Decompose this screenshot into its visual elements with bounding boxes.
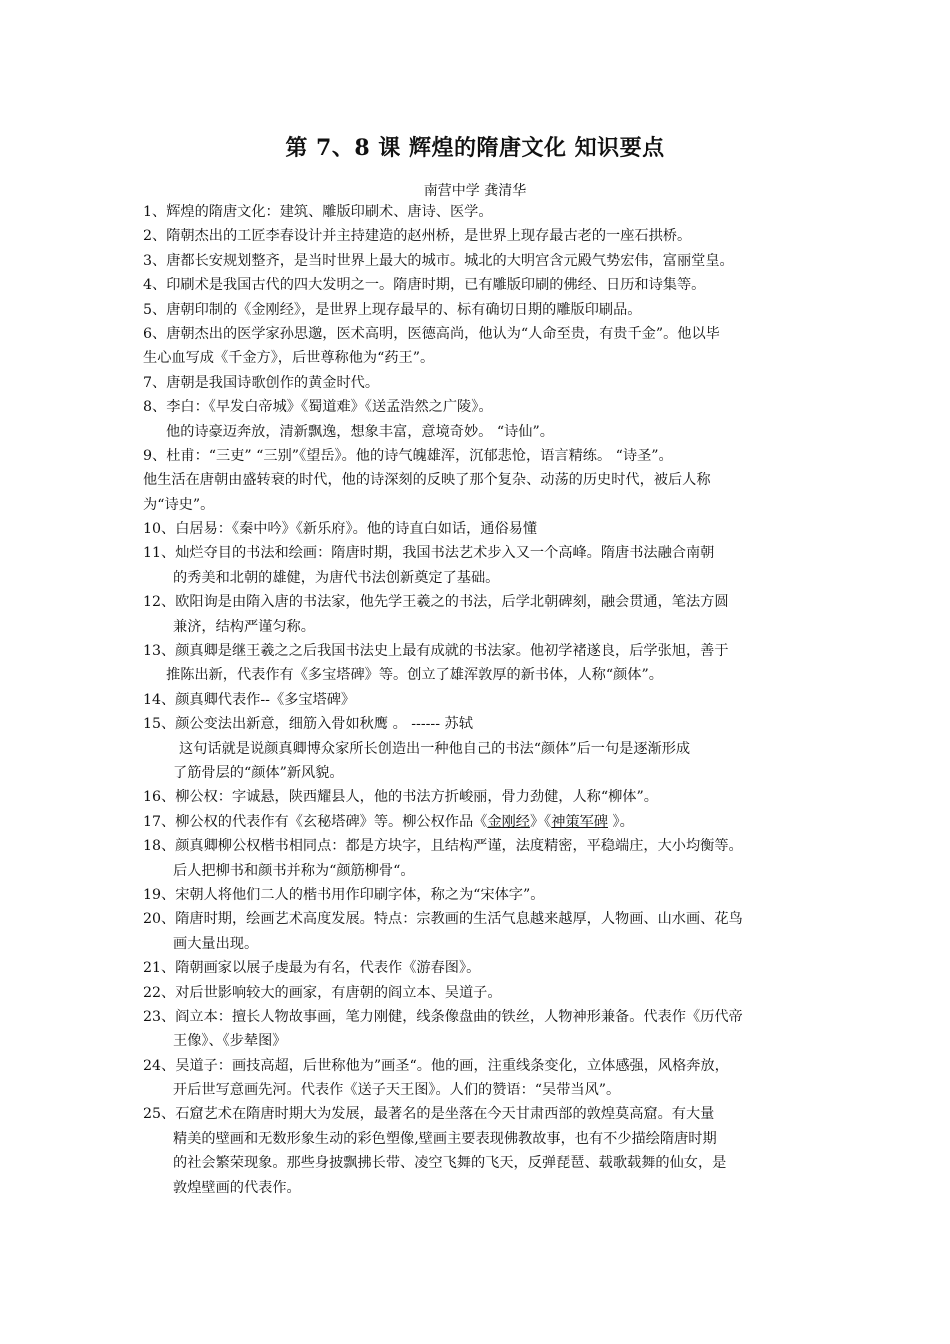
list-item-continuation: 这句话就是说颜真卿博众家所长创造出一种他自己的书法“颜体”后一句是逐渐形成 bbox=[179, 740, 691, 757]
list-item-continuation: 精美的壁画和无数形象生动的彩色塑像,壁画主要表现佛教故事，也有不少描绘隋唐时期 bbox=[173, 1130, 717, 1147]
list-item: 3、唐都长安规划整齐，是当时世界上最大的城市。城北的大明宫含元殿气势宏伟，富丽堂皇。 bbox=[143, 252, 734, 269]
list-item-continuation: 推陈出新，代表作有《多宝塔碑》等。创立了雄浑敦厚的新书体，人称“颜体”。 bbox=[166, 667, 663, 684]
list-item: 23、阎立本：擅长人物故事画，笔力刚健，线条像盘曲的铁丝，人物神形兼备。代表作《历代帝 bbox=[143, 1008, 743, 1025]
underlined-work-title: 金刚经 bbox=[487, 813, 530, 830]
underlined-work-title: 神策军碑 bbox=[551, 813, 608, 830]
list-item-continuation: 王像》、《步辇图》 bbox=[173, 1033, 287, 1050]
list-item-continuation: 画大量出现。 bbox=[173, 935, 259, 952]
list-item-continuation: 为“诗史”。 bbox=[143, 496, 215, 513]
list-item-continuation: 他生活在唐朝由盛转衰的时代，他的诗深刻的反映了那个复杂、动荡的历史时代，被后人称 bbox=[143, 472, 711, 489]
list-item-text: 17、柳公权的代表作有《玄秘塔碑》等。柳公权作品《 bbox=[143, 813, 488, 830]
list-item: 15、颜公变法出新意，细筋入骨如秋鹰 。 ------ 苏轼 bbox=[143, 716, 473, 733]
list-item: 13、颜真卿是继王羲之之后我国书法史上最有成就的书法家。他初学褚遂良，后学张旭，善于 bbox=[143, 643, 729, 660]
list-item-continuation: 生心血写成《千金方》，后世尊称他为“药王”。 bbox=[143, 350, 435, 367]
list-item: 25、石窟艺术在隋唐时期大为发展，最著名的是坐落在今天甘肃西部的敦煌莫高窟。有大量 bbox=[143, 1106, 715, 1123]
list-item: 1、辉煌的隋唐文化：建筑、雕版印刷术、唐诗、医学。 bbox=[143, 204, 493, 220]
list-item: 10、白居易：《秦中吟》《新乐府》。他的诗直白如话，通俗易懂 bbox=[143, 521, 538, 538]
list-item bbox=[143, 810, 811, 834]
page-title: 第 7、8 课 辉煌的隋唐文化 知识要点 bbox=[285, 135, 665, 161]
list-item: 12、欧阳询是由隋入唐的书法家，他先学王羲之的书法，后学北朝碑刻，融会贯通，笔法方圆 bbox=[143, 594, 729, 611]
knowledge-points-list bbox=[143, 200, 811, 1200]
list-item: 24、吴道子：画技高超，后世称他为”画圣“。他的画，注重线条变化，立体感强，风格奔放， bbox=[143, 1057, 729, 1074]
list-item: 7、唐朝是我国诗歌创作的黄金时代。 bbox=[143, 374, 380, 391]
list-item-continuation: 后人把柳书和颜书并称为“颜筋柳骨“。 bbox=[173, 862, 415, 879]
list-item-text: 》《 bbox=[529, 813, 552, 830]
list-item: 6、唐朝杰出的医学家孙思邈，医术高明，医德高尚，他认为“人命至贵，有贵千金”。他以毕 bbox=[143, 325, 720, 342]
list-item: 9、杜甫：“三吏” “三别”《望岳》。他的诗气魄雄浑，沉郁悲怆，语言精练。 “诗圣”。 bbox=[143, 447, 673, 464]
list-item-continuation: 他的诗豪迈奔放，清新飘逸，想象丰富，意境奇妙。 “诗仙”。 bbox=[166, 423, 554, 440]
list-item-text: 》。 bbox=[608, 813, 634, 830]
list-item: 5、唐朝印制的《金刚经》，是世界上现存最早的、标有确切日期的雕版印刷品。 bbox=[143, 301, 642, 318]
list-item: 20、隋唐时期，绘画艺术高度发展。特点：宗教画的生活气息越来越厚，人物画、山水画、花鸟 bbox=[143, 911, 743, 928]
list-item-continuation: 敦煌壁画的代表作。 bbox=[173, 1179, 301, 1196]
list-item-continuation: 开后世写意画先河。代表作《送子天王图》。人们的赞语：“吴带当风”。 bbox=[173, 1082, 621, 1099]
list-item-continuation: 兼济，结构严谨匀称。 bbox=[173, 618, 315, 635]
list-item-continuation: 的秀美和北朝的雄健，为唐代书法创新奠定了基础。 bbox=[173, 569, 500, 586]
list-item-continuation: 了筋骨层的“颜体”新风貌。 bbox=[173, 764, 344, 781]
list-item: 22、对后世影响较大的画家，有唐朝的阎立本、吴道子。 bbox=[143, 984, 502, 1001]
list-item-continuation: 的社会繁荣现象。那些身披飘拂长带、凌空飞舞的飞天，反弹琵琶、载歌载舞的仙女，是 bbox=[173, 1155, 727, 1172]
list-item: 4、印刷术是我国古代的四大发明之一。隋唐时期，已有雕版印刷的佛经、日历和诗集等。 bbox=[143, 277, 706, 294]
list-item: 8、李白：《早发白帝城》《蜀道难》《送孟浩然之广陵》。 bbox=[143, 399, 493, 416]
list-item: 21、隋朝画家以展子虔最为有名，代表作《游春图》。 bbox=[143, 960, 481, 977]
list-item: 16、柳公权：字诚悬，陕西耀县人，他的书法方折峻丽，骨力劲健，人称“柳体”。 bbox=[143, 789, 658, 806]
author-line: 南营中学 龚清华 bbox=[423, 183, 527, 199]
list-item: 2、隋朝杰出的工匠李春设计并主持建造的赵州桥，是世界上现存最古老的一座石拱桥。 bbox=[143, 228, 692, 245]
list-item: 19、宋朝人将他们二人的楷书用作印刷字体，称之为“宋体字”。 bbox=[143, 886, 545, 903]
list-item: 14、颜真卿代表作--《多宝塔碑》 bbox=[143, 691, 356, 708]
list-item: 11、灿烂夺目的书法和绘画：隋唐时期，我国书法艺术步入又一个高峰。隋唐书法融合南朝 bbox=[143, 545, 715, 562]
list-item: 18、颜真卿柳公权楷书相同点：都是方块字，且结构严谨，法度精密，平稳端庄，大小均衡等。 bbox=[143, 838, 743, 855]
